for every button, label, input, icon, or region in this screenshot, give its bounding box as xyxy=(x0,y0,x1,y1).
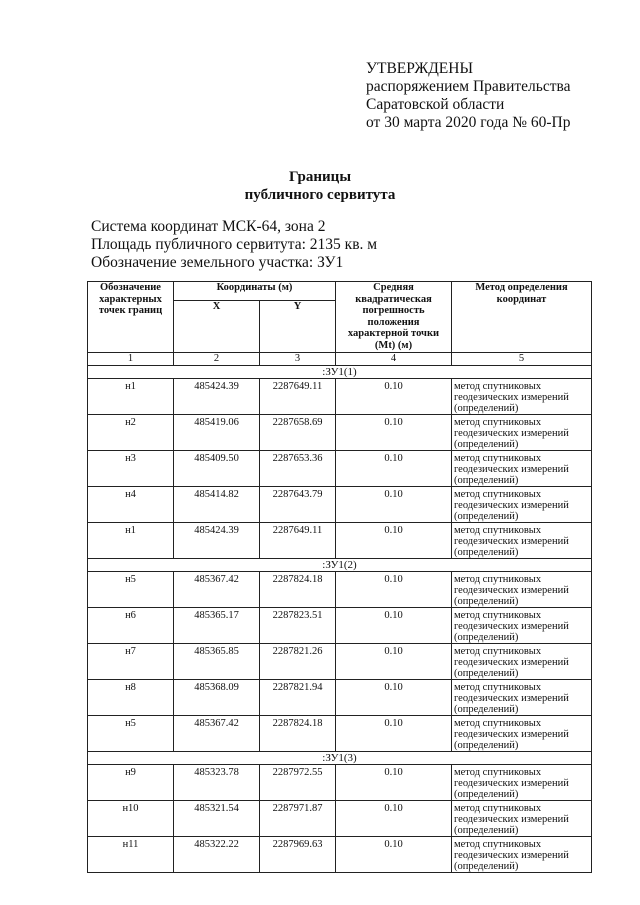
mean-error: 0.10 xyxy=(336,716,452,752)
mean-error: 0.10 xyxy=(336,523,452,559)
coordinate-y: 2287824.18 xyxy=(260,716,336,752)
coordinate-x: 485321.54 xyxy=(174,801,260,837)
header-method: Метод определения координат xyxy=(452,282,592,353)
coordinate-x: 485419.06 xyxy=(174,415,260,451)
column-number: 1 xyxy=(88,353,174,366)
point-designation: н1 xyxy=(88,523,174,559)
zone-row xyxy=(88,366,592,379)
zone-row xyxy=(88,752,592,765)
coordinate-y: 2287649.11 xyxy=(260,523,336,559)
coordinate-y: 2287971.87 xyxy=(260,801,336,837)
mean-error: 0.10 xyxy=(336,608,452,644)
mean-error: 0.10 xyxy=(336,837,452,873)
method: метод спутниковых геодезических измерений (определений) xyxy=(452,451,592,487)
point-designation: н11 xyxy=(88,837,174,873)
coordinate-y: 2287649.11 xyxy=(260,379,336,415)
header-y: Y xyxy=(260,300,336,352)
method: метод спутниковых геодезических измерений (определений) xyxy=(452,765,592,801)
document-title xyxy=(0,168,640,204)
table-row xyxy=(88,379,592,415)
coordinate-y: 2287969.63 xyxy=(260,837,336,873)
mean-error: 0.10 xyxy=(336,644,452,680)
coordinate-y: 2287821.26 xyxy=(260,644,336,680)
approval-block xyxy=(366,60,571,132)
coordinate-y: 2287643.79 xyxy=(260,487,336,523)
table-body xyxy=(88,282,592,873)
coordinate-y: 2287823.51 xyxy=(260,608,336,644)
coordinate-x: 485424.39 xyxy=(174,523,260,559)
title-line: Границы xyxy=(288,169,352,185)
table-row xyxy=(88,837,592,873)
method: метод спутниковых геодезических измерений (определений) xyxy=(452,379,592,415)
servitude-area: Площадь публичного сервитута: 2135 кв. м xyxy=(91,236,378,253)
point-designation: н7 xyxy=(88,644,174,680)
table-row xyxy=(88,487,592,523)
header-row xyxy=(88,282,592,301)
coordinate-y: 2287972.55 xyxy=(260,765,336,801)
column-number-row xyxy=(88,353,592,366)
column-number: 3 xyxy=(260,353,336,366)
point-designation: н2 xyxy=(88,415,174,451)
table-row xyxy=(88,765,592,801)
coordinate-x: 485414.82 xyxy=(174,487,260,523)
mean-error: 0.10 xyxy=(336,572,452,608)
coordinate-y: 2287824.18 xyxy=(260,572,336,608)
approval-date: от 30 марта 2020 года № 60-Пр xyxy=(366,114,571,131)
coordinate-system: Система координат МСК-64, зона 2 xyxy=(91,218,326,235)
approval-line: Саратовской области xyxy=(366,96,505,113)
method: метод спутниковых геодезических измерений (определений) xyxy=(452,716,592,752)
coordinate-x: 485424.39 xyxy=(174,379,260,415)
method: метод спутниковых геодезических измерений (определений) xyxy=(452,837,592,873)
table-row xyxy=(88,644,592,680)
method: метод спутниковых геодезических измерений (определений) xyxy=(452,487,592,523)
coordinate-y: 2287653.36 xyxy=(260,451,336,487)
point-designation: н5 xyxy=(88,716,174,752)
coordinate-x: 485368.09 xyxy=(174,680,260,716)
header-mean-error: Средняя квадратическая погрешность положения характерной точки (Mt) (м) xyxy=(336,282,452,353)
mean-error: 0.10 xyxy=(336,680,452,716)
info-block xyxy=(91,218,377,272)
column-number: 4 xyxy=(336,353,452,366)
point-designation: н6 xyxy=(88,608,174,644)
zone-label: :ЗУ1(1) xyxy=(88,366,592,379)
coordinate-y: 2287821.94 xyxy=(260,680,336,716)
mean-error: 0.10 xyxy=(336,487,452,523)
coordinate-x: 485409.50 xyxy=(174,451,260,487)
header-point-designation: Обозначение характерных точек границ xyxy=(88,282,174,353)
coordinate-x: 485367.42 xyxy=(174,572,260,608)
coordinate-x: 485365.85 xyxy=(174,644,260,680)
table-row xyxy=(88,608,592,644)
point-designation: н1 xyxy=(88,379,174,415)
boundary-points-table xyxy=(87,281,592,873)
mean-error: 0.10 xyxy=(336,451,452,487)
coordinate-x: 485365.17 xyxy=(174,608,260,644)
approval-heading: УТВЕРЖДЕНЫ xyxy=(366,60,473,77)
point-designation: н8 xyxy=(88,680,174,716)
zone-label: :ЗУ1(3) xyxy=(88,752,592,765)
point-designation: н10 xyxy=(88,801,174,837)
table-row xyxy=(88,801,592,837)
zone-row xyxy=(88,559,592,572)
point-designation: н9 xyxy=(88,765,174,801)
header-x: X xyxy=(174,300,260,352)
table-row xyxy=(88,572,592,608)
table-row xyxy=(88,680,592,716)
column-number: 5 xyxy=(452,353,592,366)
mean-error: 0.10 xyxy=(336,379,452,415)
table-row xyxy=(88,716,592,752)
coordinate-x: 485323.78 xyxy=(174,765,260,801)
coordinate-y: 2287658.69 xyxy=(260,415,336,451)
table-row xyxy=(88,451,592,487)
method: метод спутниковых геодезических измерений (определений) xyxy=(452,572,592,608)
coordinate-x: 485367.42 xyxy=(174,716,260,752)
method: метод спутниковых геодезических измерений (определений) xyxy=(452,801,592,837)
method: метод спутниковых геодезических измерений (определений) xyxy=(452,644,592,680)
point-designation: н5 xyxy=(88,572,174,608)
zone-label: :ЗУ1(2) xyxy=(88,559,592,572)
method: метод спутниковых геодезических измерений (определений) xyxy=(452,608,592,644)
mean-error: 0.10 xyxy=(336,415,452,451)
coordinate-x: 485322.22 xyxy=(174,837,260,873)
method: метод спутниковых геодезических измерений (определений) xyxy=(452,680,592,716)
header-coordinates: Координаты (м) xyxy=(174,282,336,301)
table-row xyxy=(88,415,592,451)
mean-error: 0.10 xyxy=(336,765,452,801)
approval-line: распоряжением Правительства xyxy=(366,78,571,95)
point-designation: н3 xyxy=(88,451,174,487)
title-line: публичного сервитута xyxy=(244,187,396,203)
mean-error: 0.10 xyxy=(336,801,452,837)
method: метод спутниковых геодезических измерений (определений) xyxy=(452,415,592,451)
land-plot-designation: Обозначение земельного участка: ЗУ1 xyxy=(91,254,344,271)
table-row xyxy=(88,523,592,559)
column-number: 2 xyxy=(174,353,260,366)
method: метод спутниковых геодезических измерений (определений) xyxy=(452,523,592,559)
point-designation: н4 xyxy=(88,487,174,523)
